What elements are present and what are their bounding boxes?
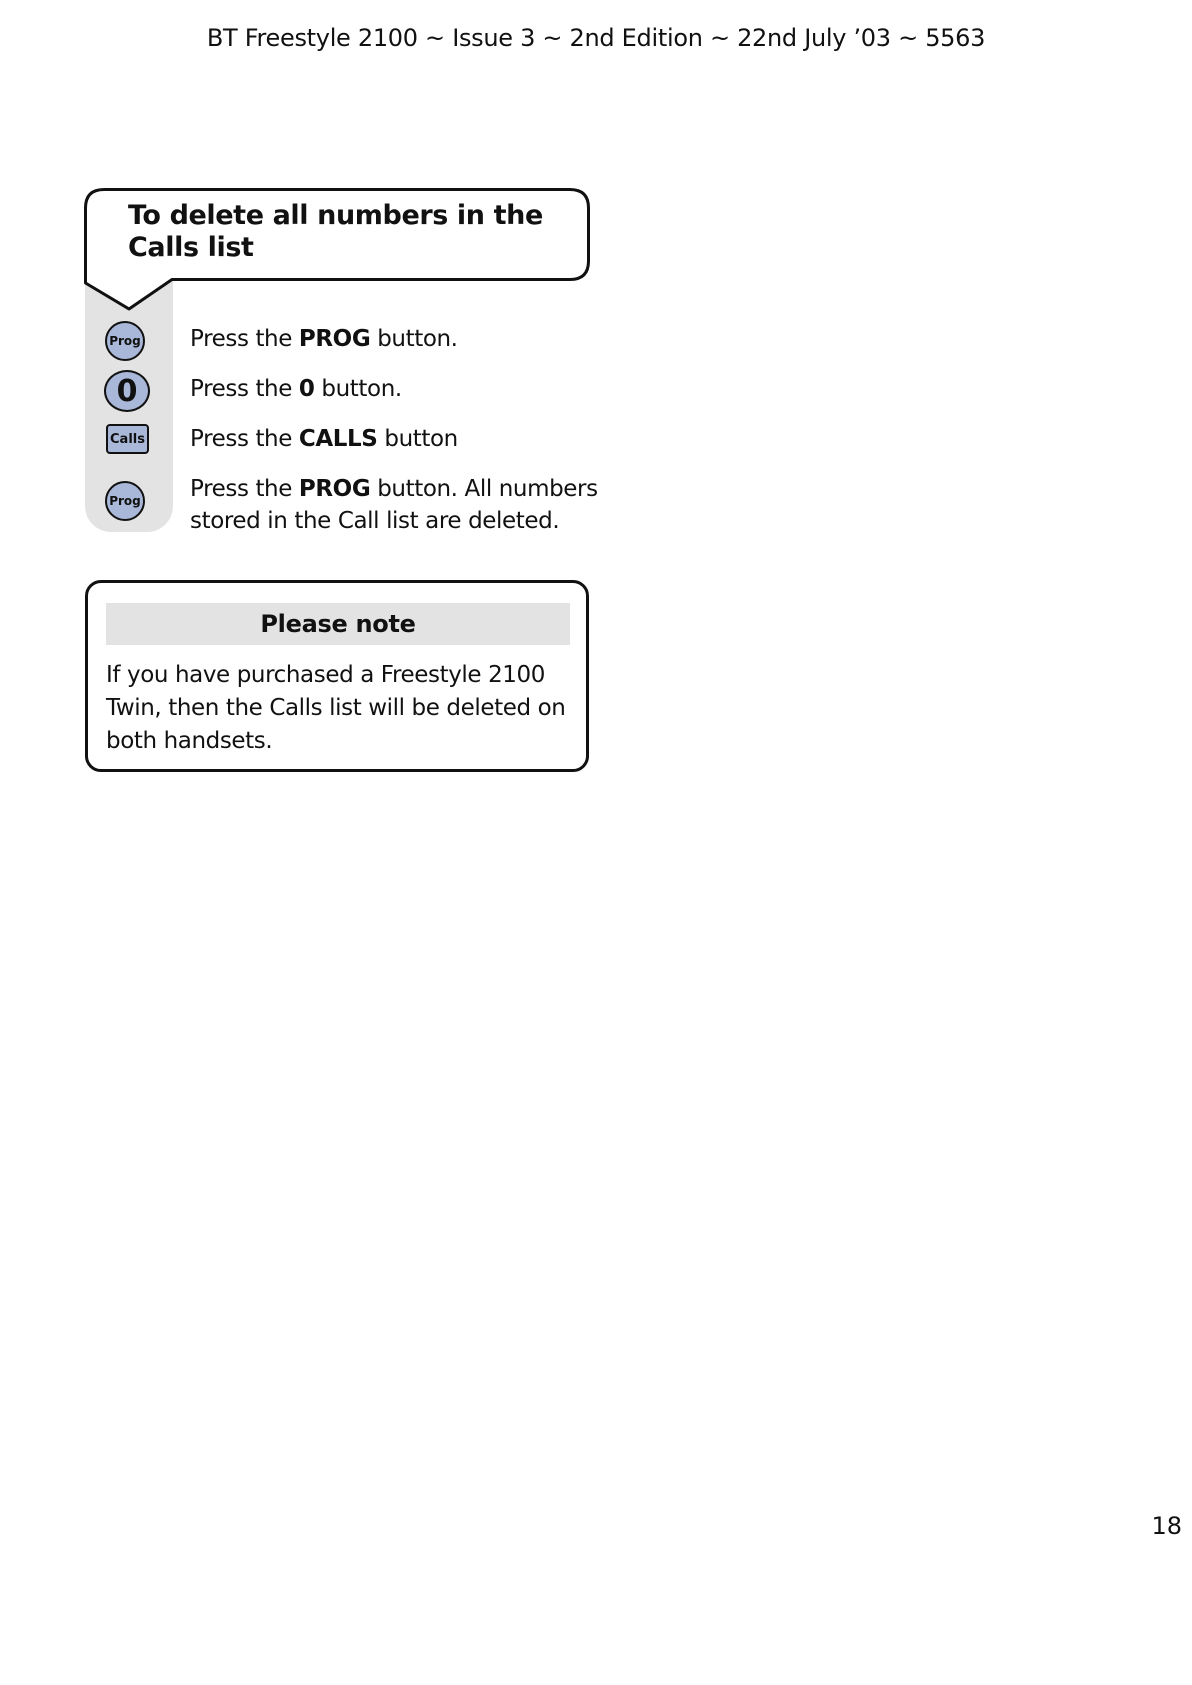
document-header: BT Freestyle 2100 ~ Issue 3 ~ 2nd Edition ~ 22nd July ’03 ~ 5563	[206, 24, 986, 52]
please-note-box	[85, 580, 589, 772]
step-3-key: CALLS	[298, 426, 378, 452]
prog-button-icon	[105, 321, 145, 361]
page-number: 18	[1151, 1512, 1182, 1540]
section-heading	[128, 200, 568, 264]
section-heading-line1: To delete all numbers in the	[128, 200, 543, 231]
zero-button-label: 0	[116, 373, 138, 409]
step-4-suffix: button. All numbers stored in the Call list are deleted.	[190, 476, 598, 534]
zero-button-icon	[104, 370, 150, 412]
step-4-text	[190, 473, 600, 537]
section-heading-line2: Calls list	[128, 232, 254, 263]
calls-button-label: Calls	[110, 431, 145, 447]
step-2-key: 0	[298, 376, 315, 402]
step-1-prefix: Press the	[190, 326, 299, 352]
step-1-suffix: button.	[370, 326, 458, 352]
prog-button-icon	[105, 481, 145, 521]
step-3-text	[190, 423, 600, 455]
prog-button-label: Prog	[109, 494, 141, 508]
please-note-body: If you have purchased a Freestyle 2100 Twin, then the Calls list will be deleted on both handsets.	[106, 662, 566, 754]
step-2-suffix: button.	[314, 376, 402, 402]
step-3-suffix: button	[377, 426, 458, 452]
step-2-text	[190, 373, 600, 405]
step-4-prefix: Press the	[190, 476, 299, 502]
calls-button-icon	[106, 424, 149, 454]
step-3-prefix: Press the	[190, 426, 299, 452]
step-4-key: PROG	[298, 476, 371, 502]
step-1-key: PROG	[298, 326, 371, 352]
step-1-text	[190, 323, 600, 355]
please-note-title: Please note	[106, 603, 570, 645]
prog-button-label: Prog	[109, 334, 141, 348]
step-2-prefix: Press the	[190, 376, 299, 402]
section-heading-bubble	[84, 188, 590, 281]
